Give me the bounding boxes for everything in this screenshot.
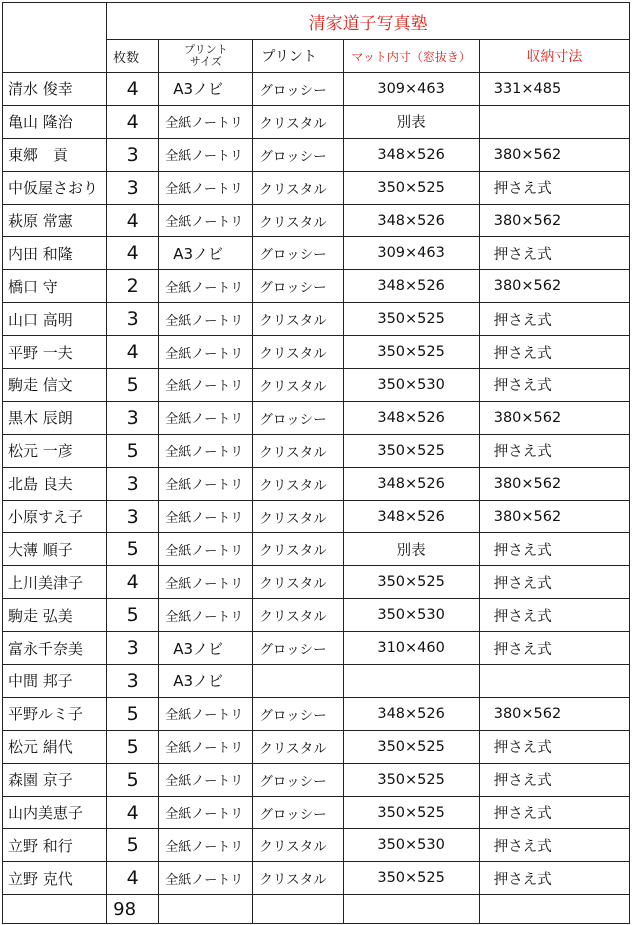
print-type: クリスタル (253, 730, 343, 763)
print-size: 全紙ノートリ (159, 730, 253, 763)
member-name: 平野 一夫 (3, 336, 107, 369)
member-name: 萩原 常憲 (3, 204, 107, 237)
table-row (3, 697, 630, 730)
print-size: A3ノビ (159, 632, 253, 665)
frame-size: 380×562 (479, 467, 629, 500)
member-name: 清水 俊幸 (3, 73, 107, 106)
frame-size: 押さえ式 (479, 336, 629, 369)
header-print-size (159, 40, 253, 73)
member-name: 橋口 守 (3, 270, 107, 303)
member-name: 北島 良夫 (3, 467, 107, 500)
table-row (3, 105, 630, 138)
frame-size: 押さえ式 (479, 599, 629, 632)
table-row (3, 599, 630, 632)
table-row (3, 336, 630, 369)
table-row (3, 303, 630, 336)
table-row (3, 566, 630, 599)
print-size: A3ノビ (159, 237, 253, 270)
table-row (3, 204, 630, 237)
member-name: 東郷 貢 (3, 138, 107, 171)
mat-size: 348×526 (343, 270, 479, 303)
print-size: 全紙ノートリ (159, 204, 253, 237)
frame-size: 380×562 (479, 204, 629, 237)
print-count: 5 (107, 434, 159, 467)
member-name: 中間 邦子 (3, 665, 107, 698)
member-name: 上川美津子 (3, 566, 107, 599)
print-size: 全紙ノートリ (159, 533, 253, 566)
print-size: 全紙ノートリ (159, 434, 253, 467)
photo-print-table (2, 2, 630, 924)
frame-size: 380×562 (479, 138, 629, 171)
header-frame-size: 収納寸法 (479, 40, 629, 73)
frame-size: 331×485 (479, 73, 629, 106)
table-row (3, 237, 630, 270)
print-type: クリスタル (253, 599, 343, 632)
print-count: 4 (107, 796, 159, 829)
print-count: 5 (107, 730, 159, 763)
print-count: 4 (107, 73, 159, 106)
mat-size: 350×525 (343, 336, 479, 369)
header-print-size-line2: サイズ (189, 55, 222, 68)
member-name: 駒走 弘美 (3, 599, 107, 632)
frame-size (479, 665, 629, 698)
print-count: 3 (107, 303, 159, 336)
member-name: 大薄 順子 (3, 533, 107, 566)
mat-size (343, 665, 479, 698)
mat-size: 348×526 (343, 138, 479, 171)
print-type: クリスタル (253, 336, 343, 369)
member-name: 立野 克代 (3, 862, 107, 895)
header-mat-size: マット内寸（窓抜き） (343, 40, 479, 73)
print-type: クリスタル (253, 171, 343, 204)
mat-size: 348×526 (343, 204, 479, 237)
print-type: グロッシー (253, 632, 343, 665)
print-size: A3ノビ (159, 665, 253, 698)
corner-cell (3, 3, 107, 73)
print-size: 全紙ノートリ (159, 599, 253, 632)
print-size: 全紙ノートリ (159, 303, 253, 336)
frame-size: 押さえ式 (479, 566, 629, 599)
member-name: 山内美恵子 (3, 796, 107, 829)
mat-size: 310×460 (343, 632, 479, 665)
mat-size: 348×526 (343, 697, 479, 730)
frame-size: 押さえ式 (479, 862, 629, 895)
print-size: 全紙ノートリ (159, 369, 253, 402)
member-name: 立野 和行 (3, 829, 107, 862)
print-size: 全紙ノートリ (159, 829, 253, 862)
table-row (3, 763, 630, 796)
table-row (3, 730, 630, 763)
print-count: 3 (107, 500, 159, 533)
print-count: 5 (107, 697, 159, 730)
frame-size: 380×562 (479, 500, 629, 533)
print-size: A3ノビ (159, 73, 253, 106)
total-empty-cell (479, 895, 629, 924)
mat-size: 350×525 (343, 763, 479, 796)
table-row (3, 632, 630, 665)
print-count: 5 (107, 829, 159, 862)
print-size: 全紙ノートリ (159, 566, 253, 599)
frame-size: 380×562 (479, 401, 629, 434)
print-type: クリスタル (253, 434, 343, 467)
print-type: グロッシー (253, 401, 343, 434)
mat-size: 350×525 (343, 171, 479, 204)
print-size: 全紙ノートリ (159, 697, 253, 730)
print-count: 3 (107, 401, 159, 434)
print-type: クリスタル (253, 862, 343, 895)
frame-size: 押さえ式 (479, 829, 629, 862)
total-empty-cell (253, 895, 343, 924)
mat-size: 348×526 (343, 500, 479, 533)
print-count: 3 (107, 632, 159, 665)
print-type: クリスタル (253, 533, 343, 566)
print-count: 4 (107, 336, 159, 369)
table-row (3, 533, 630, 566)
print-count: 3 (107, 665, 159, 698)
print-type: グロッシー (253, 138, 343, 171)
print-type: グロッシー (253, 763, 343, 796)
frame-size: 押さえ式 (479, 763, 629, 796)
mat-size: 350×525 (343, 566, 479, 599)
print-type: クリスタル (253, 467, 343, 500)
print-count: 4 (107, 862, 159, 895)
header-print-size-line1: プリント (184, 43, 228, 56)
frame-size: 380×562 (479, 697, 629, 730)
print-count: 3 (107, 171, 159, 204)
print-type: クリスタル (253, 566, 343, 599)
mat-size: 350×530 (343, 369, 479, 402)
table-row (3, 369, 630, 402)
table-row (3, 73, 630, 106)
frame-size: 押さえ式 (479, 434, 629, 467)
member-name: 山口 高明 (3, 303, 107, 336)
print-size: 全紙ノートリ (159, 500, 253, 533)
total-row (3, 895, 630, 924)
print-count: 5 (107, 533, 159, 566)
table-row (3, 862, 630, 895)
member-name: 森園 京子 (3, 763, 107, 796)
print-type: クリスタル (253, 829, 343, 862)
table-row (3, 270, 630, 303)
print-size: 全紙ノートリ (159, 467, 253, 500)
print-count: 2 (107, 270, 159, 303)
mat-size: 350×525 (343, 796, 479, 829)
print-count: 5 (107, 763, 159, 796)
member-name: 松元 一彦 (3, 434, 107, 467)
table-title: 清家道子写真塾 (107, 3, 630, 40)
table-row (3, 434, 630, 467)
frame-size: 380×562 (479, 270, 629, 303)
total-count: 98 (107, 895, 159, 924)
frame-size (479, 105, 629, 138)
mat-size: 350×530 (343, 829, 479, 862)
member-name: 松元 絹代 (3, 730, 107, 763)
frame-size: 押さえ式 (479, 369, 629, 402)
print-type: クリスタル (253, 105, 343, 138)
frame-size: 押さえ式 (479, 533, 629, 566)
frame-size: 押さえ式 (479, 730, 629, 763)
mat-size: 348×526 (343, 467, 479, 500)
mat-size: 別表 (343, 533, 479, 566)
member-name: 内田 和隆 (3, 237, 107, 270)
mat-size: 309×463 (343, 237, 479, 270)
print-type: グロッシー (253, 270, 343, 303)
header-print-type: プリント (253, 40, 343, 73)
print-size: 全紙ノートリ (159, 796, 253, 829)
table-row (3, 467, 630, 500)
mat-size: 350×530 (343, 599, 479, 632)
print-type: クリスタル (253, 204, 343, 237)
member-name: 駒走 信文 (3, 369, 107, 402)
print-type: クリスタル (253, 303, 343, 336)
frame-size: 押さえ式 (479, 796, 629, 829)
print-size: 全紙ノートリ (159, 138, 253, 171)
member-name: 富永千奈美 (3, 632, 107, 665)
print-count: 5 (107, 369, 159, 402)
table-row (3, 796, 630, 829)
frame-size: 押さえ式 (479, 237, 629, 270)
table-row (3, 401, 630, 434)
print-type (253, 665, 343, 698)
title-row (3, 3, 630, 40)
total-empty-cell (3, 895, 107, 924)
mat-size: 350×525 (343, 730, 479, 763)
print-type: クリスタル (253, 369, 343, 402)
frame-size: 押さえ式 (479, 632, 629, 665)
table-row (3, 138, 630, 171)
frame-size: 押さえ式 (479, 303, 629, 336)
member-name: 黒木 辰朗 (3, 401, 107, 434)
print-count: 4 (107, 237, 159, 270)
table-row (3, 171, 630, 204)
mat-size: 350×525 (343, 303, 479, 336)
member-name: 中仮屋さおり (3, 171, 107, 204)
print-count: 4 (107, 566, 159, 599)
print-size: 全紙ノートリ (159, 862, 253, 895)
mat-size: 350×525 (343, 862, 479, 895)
print-size: 全紙ノートリ (159, 171, 253, 204)
mat-size: 309×463 (343, 73, 479, 106)
member-name: 亀山 隆治 (3, 105, 107, 138)
print-type: グロッシー (253, 796, 343, 829)
table-row (3, 665, 630, 698)
table-row (3, 829, 630, 862)
mat-size: 350×525 (343, 434, 479, 467)
member-name: 小原すえ子 (3, 500, 107, 533)
header-count: 枚数 (107, 40, 159, 73)
frame-size: 押さえ式 (479, 171, 629, 204)
mat-size: 別表 (343, 105, 479, 138)
print-type: グロッシー (253, 237, 343, 270)
print-size: 全紙ノートリ (159, 105, 253, 138)
print-count: 4 (107, 105, 159, 138)
total-empty-cell (159, 895, 253, 924)
table-row (3, 500, 630, 533)
print-count: 3 (107, 467, 159, 500)
print-type: グロッシー (253, 697, 343, 730)
print-size: 全紙ノートリ (159, 763, 253, 796)
print-type: グロッシー (253, 73, 343, 106)
print-type: クリスタル (253, 500, 343, 533)
member-name: 平野ルミ子 (3, 697, 107, 730)
print-size: 全紙ノートリ (159, 336, 253, 369)
print-size: 全紙ノートリ (159, 401, 253, 434)
print-count: 4 (107, 204, 159, 237)
mat-size: 348×526 (343, 401, 479, 434)
total-empty-cell (343, 895, 479, 924)
print-count: 3 (107, 138, 159, 171)
print-count: 5 (107, 599, 159, 632)
print-size: 全紙ノートリ (159, 270, 253, 303)
